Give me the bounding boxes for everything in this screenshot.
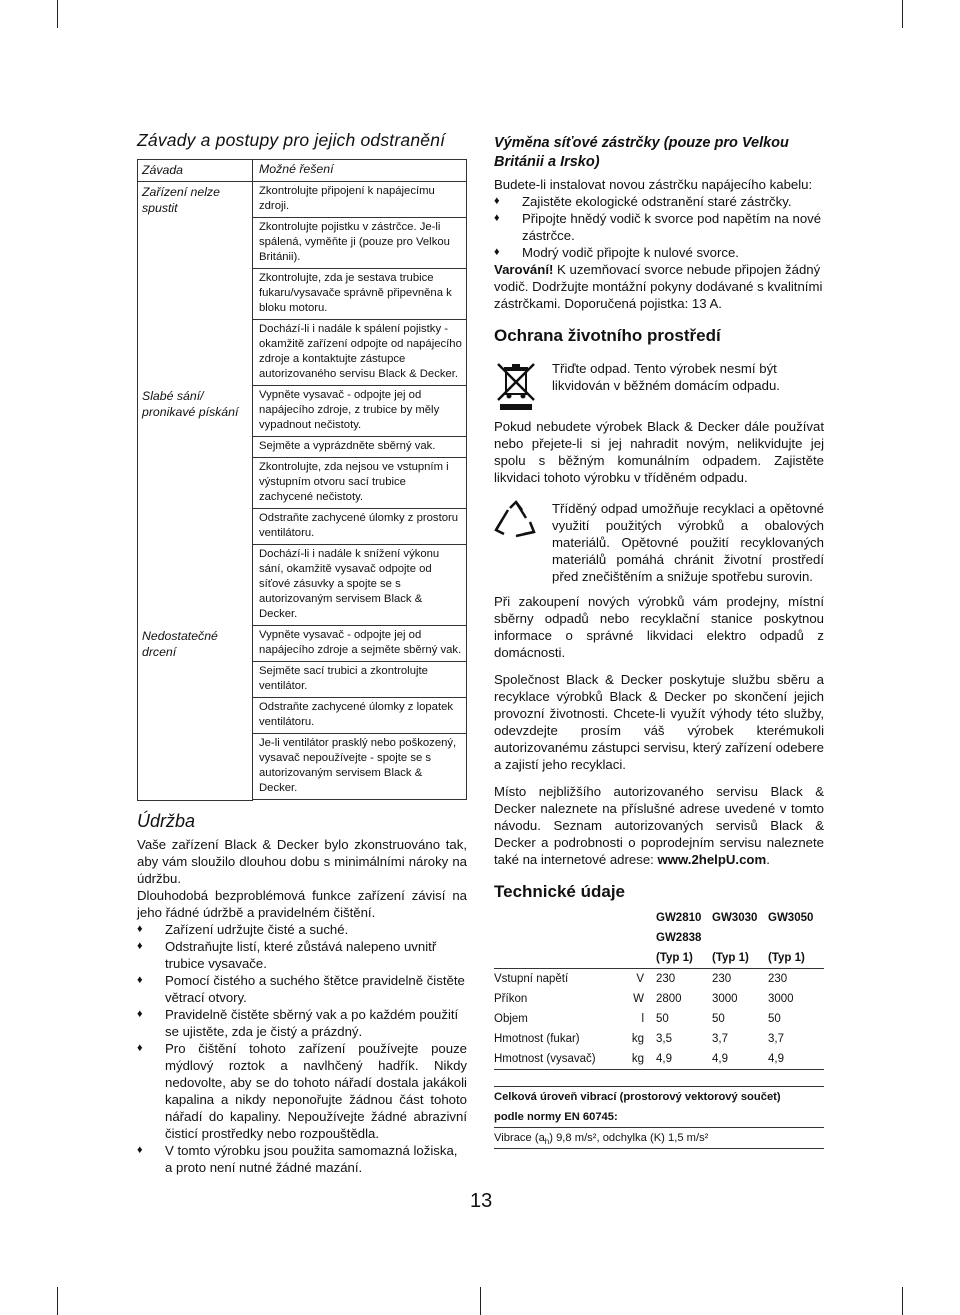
table-row: Příkon W 2800 3000 3000 (494, 993, 794, 1005)
crop-mark (902, 1287, 903, 1315)
left-column (137, 130, 467, 1176)
solution: Sejměte sací trubici a zkontrolujte ventilátor. (253, 662, 466, 698)
diamond-bullet-icon: ♦ (137, 1143, 143, 1156)
diamond-bullet-icon: ♦ (137, 1007, 143, 1020)
maintenance-paragraph: Dlouhodobá bezproblémová funkce zařízení závisí na jeho řádné údržbě a pravidelném čištění. (137, 887, 467, 920)
crossed-bin-icon (494, 360, 538, 410)
bin-row (494, 360, 824, 410)
solution: Zkontrolujte, zda nejsou ve vstupním i výstupním otvoru sací trubice zachycené nečistoty. (253, 458, 466, 509)
diamond-bullet-icon: ♦ (494, 195, 500, 207)
table-row (138, 182, 467, 387)
list-item: ♦ Modrý vodič připojte k nulové svorce. (494, 245, 739, 260)
faults-title: Závady a postupy pro jejich odstranění (137, 130, 446, 150)
tech-title: Technické údaje (494, 882, 626, 901)
model-header: GW2838 (656, 932, 702, 944)
maintenance-list (137, 921, 467, 1176)
vibration-value: Vibrace $(a_h)$ 9,8 m/s², odchylka (K) 1,5 m/s² (494, 1132, 709, 1147)
plug-warning: Varování! K uzemňovací svorce nebude připojen žádný vodič. Dodržujte montážní pokyny dodávané s kvalitními zástrčkami. Doporučená pojistka: 13 A. (494, 262, 823, 311)
faults-col-header: Závada (138, 160, 253, 182)
plug-intro: Budete-li instalovat novou zástrčku napájecího kabelu: (494, 177, 813, 192)
faults-table (137, 159, 467, 801)
environment-paragraph: Místo nejbližšího autorizovaného servisu Black & Decker naleznete na příslušné adrese uvedené v tomto návodu. Seznam autorizovaných servisů Black & Decker a podrobnosti o poprodejním servisu naleznete také na internetové adrese: www.2helpU.com. (494, 784, 824, 867)
table-row: Objem l 50 50 50 (494, 1013, 781, 1025)
list-item: ♦ Odstraňujte listí, které zůstává nalepeno uvnitř trubice vysavače. (137, 938, 437, 971)
environment-paragraph: Pokud nebudete výrobek Black & Decker dále používat nebo přejete-li si jej nahradit novým, nelikvidujte jej spolu s běžným komunálním odpadem. Zajistěte likvidaci tohoto výrobku v tříděném odpadu. (494, 419, 824, 485)
solution: Odstraňte zachycené úlomky z prostoru ventilátoru. (253, 509, 466, 545)
list-item: ♦ Pro čištění tohoto zařízení používejte pouze mýdlový roztok a navlhčený hadřík. Nikdy nedovolte, aby se do tohoto nářadí dostala jakákoli kapalina a nikdy neponořujte žádnou část tohoto nářadí do kapaliny. Nepoužívejte žádné abrazivní čisticí prostředky nebo rozpouštědla. (137, 1040, 467, 1141)
vibration-label: Celková úroveň vibrací (prostorový vektorový součet) (494, 1091, 781, 1103)
tech-table (494, 908, 824, 1070)
solution: Sejměte a vyprázdněte sběrný vak. (253, 437, 466, 458)
page-number: 13 (470, 1190, 493, 1212)
environment-paragraph: Při zakoupení nových výrobků vám prodejny, místní sběrny odpadů nebo recyklační stanice poskytnou informace o správné likvidaci elektro odpadů z domácnosti. (494, 594, 824, 660)
table-row: Hmotnost (fukar) kg 3,5 3,7 3,7 (494, 1033, 784, 1045)
list-item: ♦ Pravidelně čistěte sběrný vak a po každém použití se ujistěte, zda je čistý a prázdný. (137, 1006, 459, 1039)
plug-list (494, 193, 824, 261)
recycle-text: Tříděný odpad umožňuje recyklaci a opětovné využití použitých výrobků a obalových materiálů. Opětovné použití recyklovaných materiálů pomáhá chránit životní prostředí před znečištěním a snižuje spotřebu surovin. (552, 501, 824, 584)
diamond-bullet-icon: ♦ (137, 973, 143, 986)
list-item: ♦ Zařízení udržujte čisté a suché. (137, 921, 349, 937)
solution: Dochází-li i nadále k snížení výkonu sání, okamžitě vysavač odpojte od síťové zásuvky a spojte se s autorizovaným servisem Black & Decker. (253, 545, 466, 626)
recycle-icon (494, 500, 538, 544)
maintenance-section (137, 811, 467, 1176)
maintenance-title: Údržba (137, 810, 196, 831)
type-header: (Typ 1) (712, 952, 749, 964)
solution: Je-li ventilátor prasklý nebo poškozený, vysavač nepoužívejte - spojte se s autorizovaným servisem Black & Decker. (253, 734, 466, 800)
service-url[interactable]: www.2helpU.com (657, 852, 767, 867)
solution: Odstraňte zachycené úlomky z lopatek ventilátoru. (253, 698, 466, 734)
solution: Zkontrolujte připojení k napájecímu zdroji. (253, 182, 466, 218)
diamond-bullet-icon: ♦ (137, 1041, 143, 1054)
recycle-row (494, 500, 824, 585)
faults-col-header: Možné řešení (253, 160, 467, 182)
solution: Dochází-li i nadále k spálení pojistky - okamžitě zařízení odpojte od napájecího zdroje a kontaktujte zástupce autorizovaného servisu Black & Decker. (253, 320, 466, 386)
type-header: (Typ 1) (656, 952, 693, 964)
crop-mark (480, 1287, 481, 1315)
diamond-bullet-icon: ♦ (137, 922, 143, 935)
maintenance-paragraph: Vaše zařízení Black & Decker bylo zkonstruováno tak, aby vám sloužilo dlouhou dobu s minimálními nároky na údržbu. (137, 836, 467, 886)
solution: Vypněte vysavač - odpojte jej od napájecího zdroje a sejměte sběrný vak. (253, 626, 466, 662)
list-item: ♦ Připojte hnědý vodič k svorce pod napětím na nové zástrčce. (494, 211, 822, 243)
environment-title: Ochrana životního prostředí (494, 326, 721, 345)
crop-mark (57, 0, 58, 28)
vibration-label: podle normy EN 60745: (494, 1107, 824, 1128)
fault-label: Slabé sání/ pronikavé pískání (138, 386, 253, 626)
list-item: ♦ V tomto výrobku jsou použita samomazná ložiska, a proto není nutné žádné mazání. (137, 1142, 458, 1175)
fault-label: Zařízení nelze spustit (138, 182, 253, 387)
list-item: ♦ Zajistěte ekologické odstranění staré zástrčky. (494, 194, 792, 209)
table-row (138, 386, 467, 626)
solution: Vypněte vysavač - odpojte jej od napájecího zdroje, z trubice by měly vypadnout nečistoty. (253, 386, 466, 437)
vibration-box (494, 1086, 824, 1149)
diamond-bullet-icon: ♦ (494, 246, 500, 258)
environment-paragraph: Společnost Black & Decker poskytuje službu sběru a recyklace výrobků Black & Decker po skončení jejich provozní životnosti. Chcete-li využít výhody této služby, odevzdejte prosím váš výrobek kterémukoli autorizovanému zástupci servisu, který zařízení odebere a zajistí jeho recyklaci. (494, 672, 824, 772)
plug-title: Výměna síťové zástrčky (pouze pro Velkou Británii a Irsko) (494, 135, 789, 170)
type-header: (Typ 1) (768, 952, 805, 964)
bin-text: Třiďte odpad. Tento výrobek nesmí být likvidován v běžném domácím odpadu. (552, 361, 780, 393)
table-row: Hmotnost (vysavač) kg 4,9 4,9 4,9 (494, 1049, 824, 1070)
model-header: GW3030 (712, 912, 758, 924)
solution: Zkontrolujte pojistku v zástrčce. Je-li spálená, vyměňte ji (pouze pro Velkou Británii). (253, 218, 466, 269)
table-row: Vstupní napětí V 230 230 230 (494, 973, 788, 985)
diamond-bullet-icon: ♦ (137, 939, 143, 952)
crop-mark (57, 1287, 58, 1315)
right-column (494, 134, 824, 1149)
model-header: GW2810 (656, 912, 702, 924)
table-row (138, 626, 467, 800)
diamond-bullet-icon: ♦ (494, 212, 500, 224)
crop-mark (902, 0, 903, 28)
list-item: ♦ Pomocí čistého a suchého štětce pravidelně čistěte větrací otvory. (137, 972, 465, 1005)
fault-label: Nedostatečné drcení (138, 626, 253, 800)
solution: Zkontrolujte, zda je sestava trubice fukaru/vysavače správně připevněna k bloku motoru. (253, 269, 466, 320)
model-header: GW3050 (768, 912, 814, 924)
